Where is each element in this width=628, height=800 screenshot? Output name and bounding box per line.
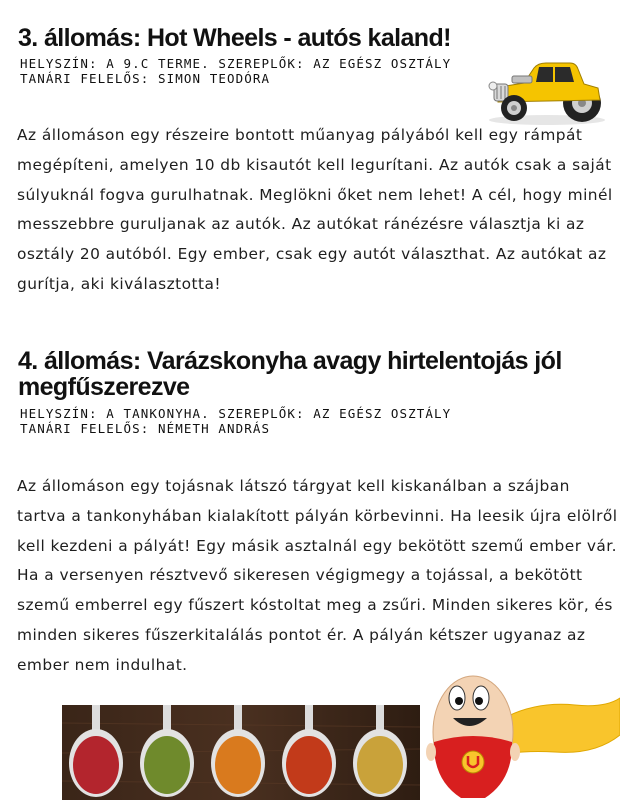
station4-description: Az állomáson egy tojásnak látszó tárgyat kell kiskanálban a szájban tartva a tankonyhában kialakított pályán körbevinni. Ha leesik újra elölről kell kezdeni a pályát! Egy másik asztalnál egy bekötött szemű ember vár. Ha a versenyen résztvevő sikeresen végigmegy a tojással, a bekötött szemű emberrel egy fűszert kóstoltat meg a zsűri. Minden sikeres kör, és minden sikeres fűszerkitalálás pontot ér. A pályán kétszer ugyanaz az ember nem indulhat.	[17, 477, 618, 674]
station3-title: 3. állomás: Hot Wheels - autós kaland!	[18, 24, 451, 52]
station3-description: Az állomáson egy részeire bontott műanyag pályából kell egy rámpát megépíteni, amelyen 10 db kisautót kell legurítani. Az autók csak a saját súlyuknál fogva gurulhatnak. Meglökni őket nem lehet! A cél, hogy minél messzebbre guruljanak az autók. Az autókat ránézésre választja ki az osztály 20 autóból. Egy ember, csak egy autót választhat. Az autókat az gurítja, aki kiválasztotta!	[17, 126, 613, 293]
superhero-egg-icon	[415, 660, 620, 800]
station3-location: HELYSZÍN: A 9.C TERME. SZEREPLŐK: AZ EGÉSZ OSZTÁLY	[20, 56, 452, 71]
station3-teacher: TANÁRI FELELŐS: SIMON TEODÓRA	[20, 71, 271, 86]
station4-meta	[20, 406, 451, 436]
hot-rod-car-icon	[484, 56, 610, 126]
station3-meta	[20, 56, 451, 86]
spice-spoons-photo	[62, 705, 420, 800]
station4-location: HELYSZÍN: A TANKONYHA. SZEREPLŐK: AZ EGÉSZ OSZTÁLY	[20, 406, 452, 421]
station4-title: 4. állomás: Varázskonyha avagy hirtelentojás jól megfűszerezve	[18, 347, 562, 401]
station4-teacher: TANÁRI FELELŐS: NÉMETH ANDRÁS	[20, 421, 271, 436]
